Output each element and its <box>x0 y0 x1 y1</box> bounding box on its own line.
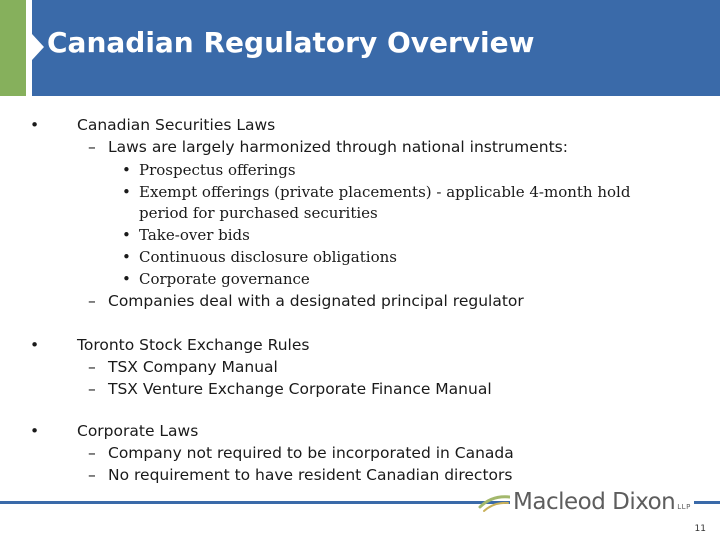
section-heading-text: Corporate Laws <box>77 422 199 440</box>
page-number: 11 <box>694 524 706 534</box>
sub-list-item-text: Corporate governance <box>139 270 310 288</box>
list-item-text: Companies deal with a designated principal regulator <box>108 292 524 310</box>
slide-title: Canadian Regulatory Overview <box>47 26 535 59</box>
list-item-text: Laws are largely harmonized through national instruments: <box>108 138 568 156</box>
swoosh-icon <box>478 491 512 513</box>
accent-bar <box>0 0 26 96</box>
sub-list-item-text: Take-over bids <box>139 226 250 244</box>
logo-name: Macleod Dixon <box>513 489 676 515</box>
list-item-text: Company not required to be incorporated in Canada <box>108 444 514 462</box>
dash-icon: – <box>88 466 96 484</box>
list-item-text: TSX Company Manual <box>108 358 278 376</box>
sub-list-item-text: Exempt offerings (private placements) - applicable 4-month hold <box>139 183 631 201</box>
sub-list-item-text: Prospectus offerings <box>139 161 296 179</box>
section-heading-text: Toronto Stock Exchange Rules <box>77 336 310 354</box>
bullet-icon: • <box>122 270 131 288</box>
bullet-icon: • <box>122 183 131 201</box>
dash-icon: – <box>88 380 96 398</box>
sub-list-item-text: period for purchased securities <box>139 204 378 222</box>
bullet-icon: • <box>30 422 40 440</box>
list-item-text: TSX Venture Exchange Corporate Finance Manual <box>108 380 492 398</box>
bullet-icon: • <box>30 336 40 354</box>
company-logo <box>510 489 694 515</box>
bullet-icon: • <box>122 161 131 179</box>
dash-icon: – <box>88 138 96 156</box>
bullet-icon: • <box>122 226 131 244</box>
bullet-icon: • <box>122 248 131 266</box>
arrow-right-icon <box>32 34 44 60</box>
sub-list-item-text: Continuous disclosure obligations <box>139 248 397 266</box>
bullet-icon: • <box>30 116 40 134</box>
list-item-text: No requirement to have resident Canadian directors <box>108 466 513 484</box>
section-heading-text: Canadian Securities Laws <box>77 116 276 134</box>
dash-icon: – <box>88 444 96 462</box>
dash-icon: – <box>88 292 96 310</box>
logo-suffix: LLP <box>677 503 691 511</box>
dash-icon: – <box>88 358 96 376</box>
